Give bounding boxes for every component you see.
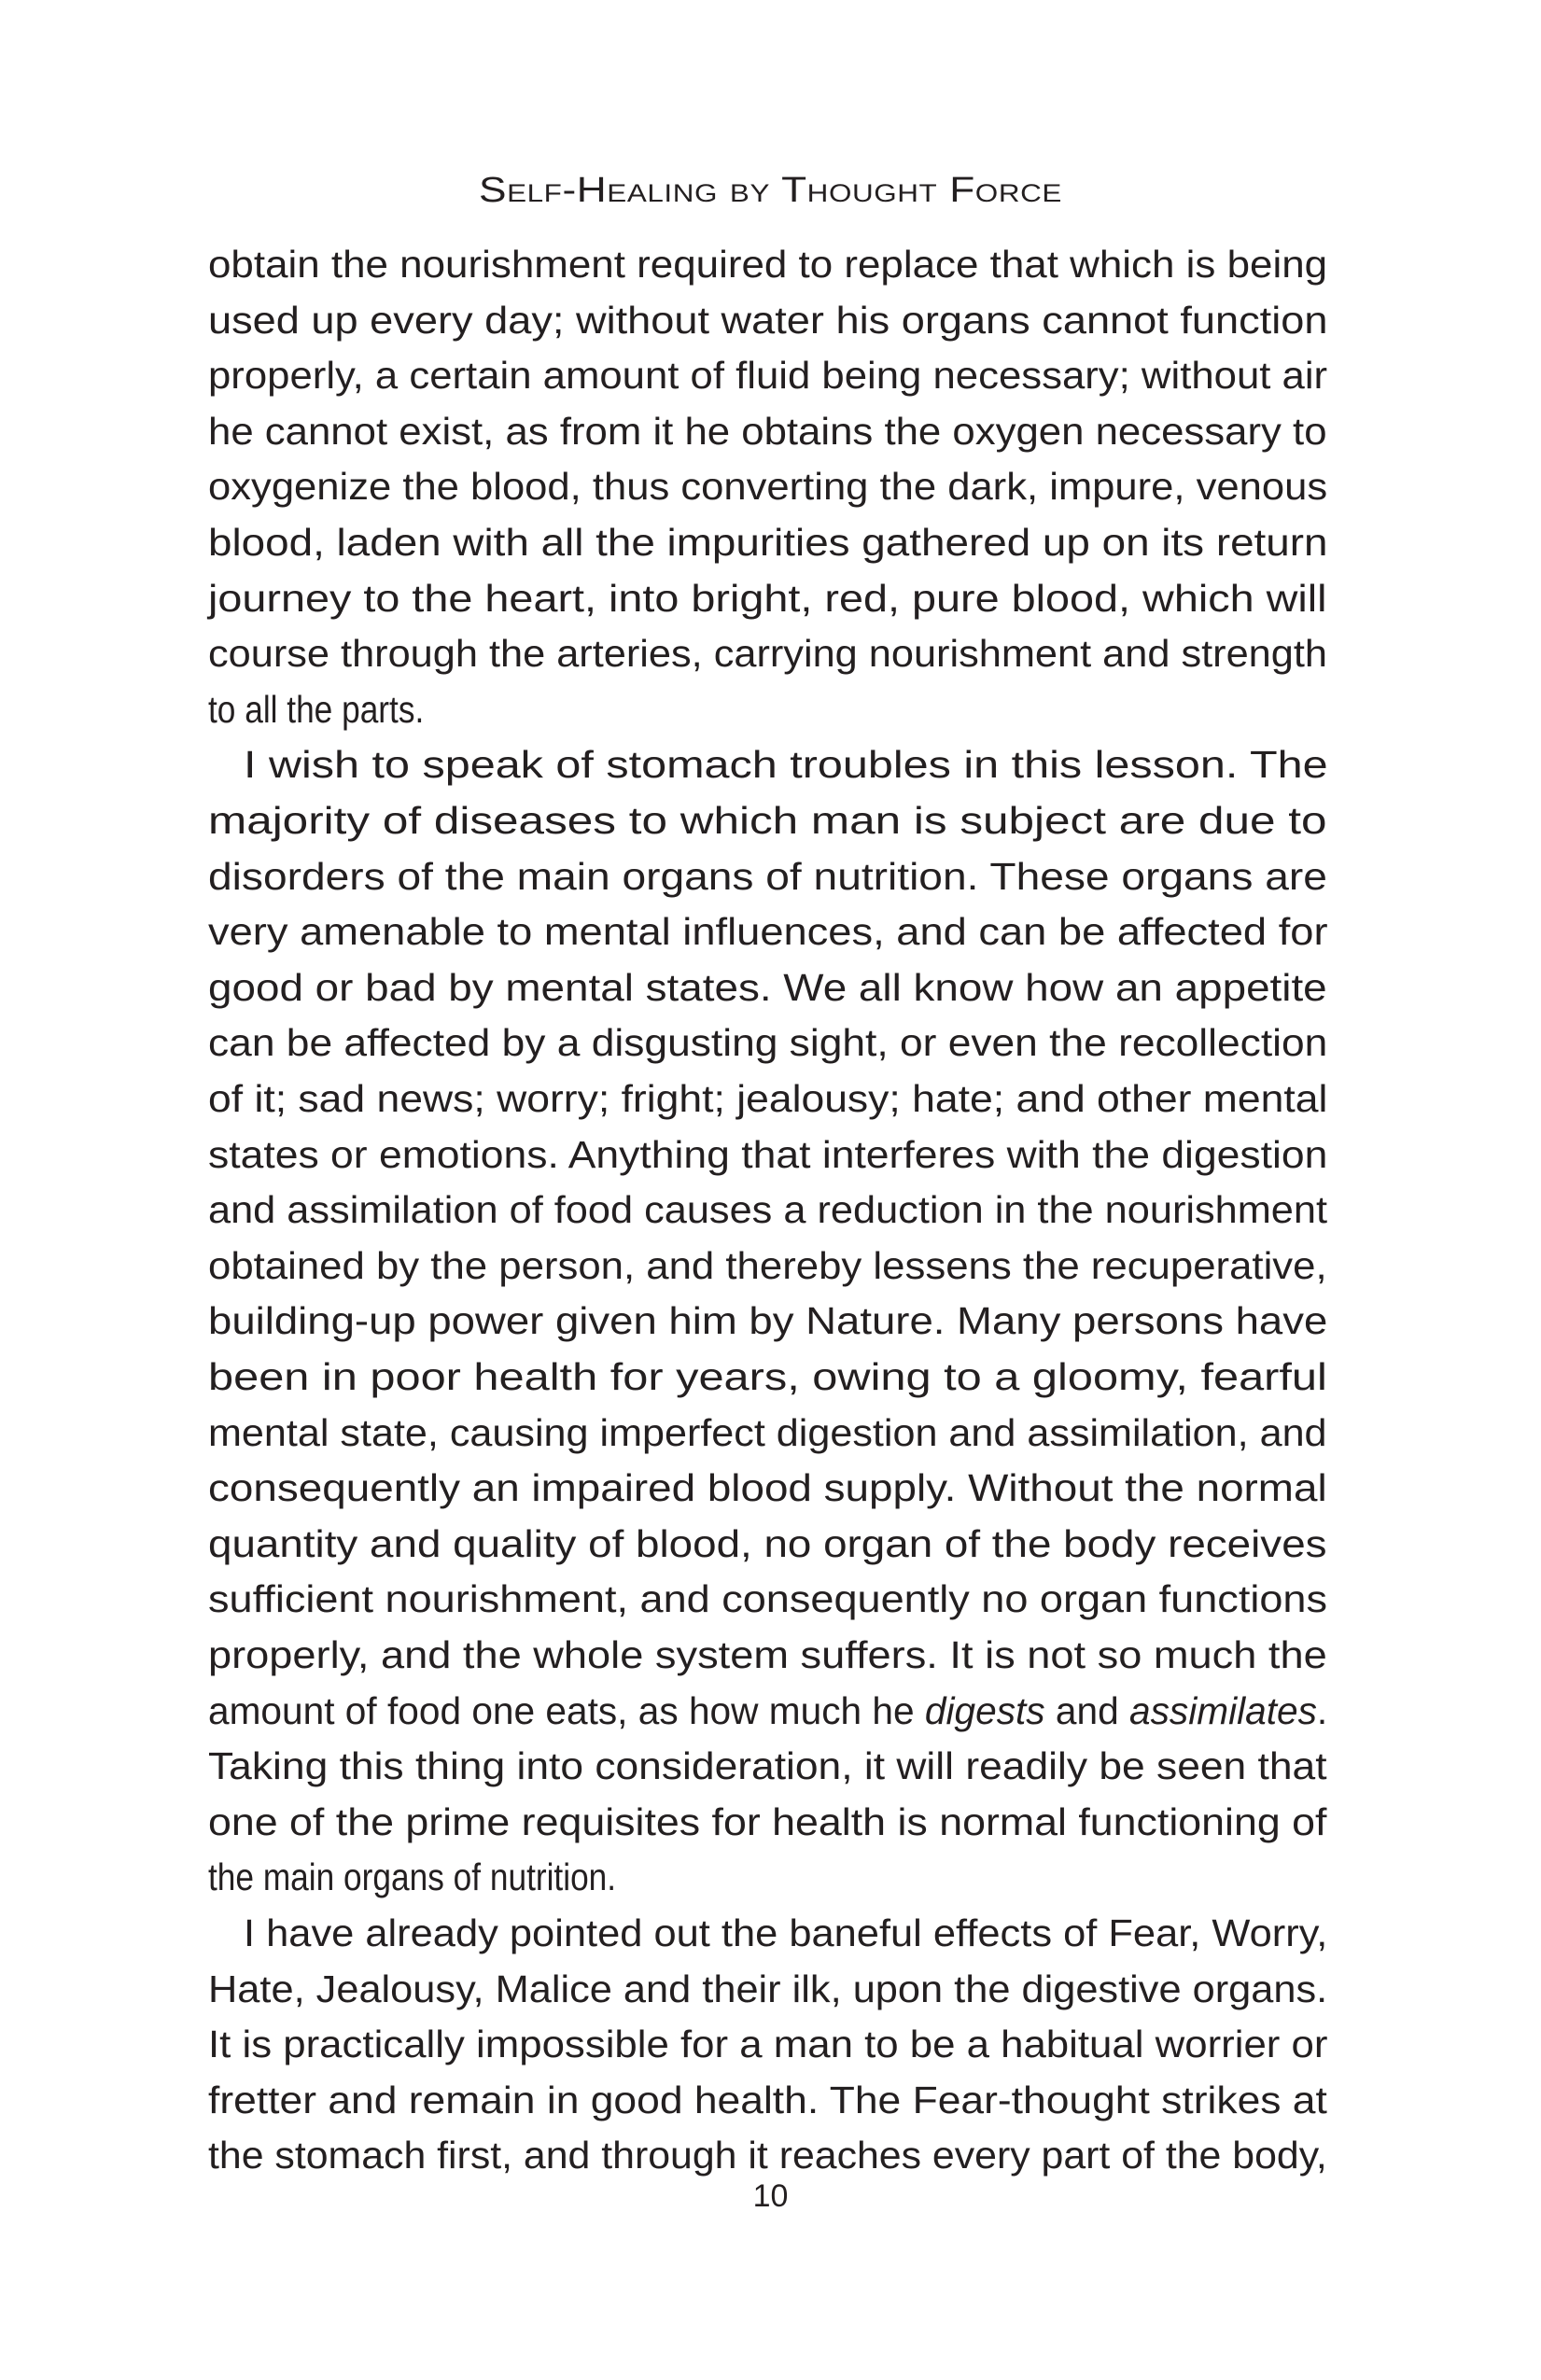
text-segment: consequently an impaired blood supply. Without the normal xyxy=(208,1466,1327,1510)
text-segment: mental state, causing imperfect digestion and assimilation, and xyxy=(208,1410,1327,1454)
text-segment: course through the arteries, carrying nourishment and strength xyxy=(208,632,1327,676)
text-segment: fretter and remain in good health. The Fear-thought strikes at xyxy=(208,2078,1327,2121)
page-number: 10 xyxy=(752,2178,789,2214)
text-segment: majority of diseases to which man is subject are due to xyxy=(208,799,1327,842)
running-head xyxy=(0,170,1541,211)
text-segment: can be affected by a disgusting sight, or even the recollection xyxy=(208,1021,1328,1065)
text-segment: of it; sad news; worry; fright; jealousy; hate; and other mental xyxy=(208,1077,1328,1120)
text-line xyxy=(208,903,1328,959)
text-line xyxy=(208,1516,1327,1572)
text-segment: used up every day; without water his organs cannot function xyxy=(208,298,1328,342)
italic-emphasis: digests xyxy=(924,1688,1045,1732)
text-line xyxy=(244,1905,1327,1961)
text-segment: blood, laden with all the impurities gathered up on its return xyxy=(208,521,1328,564)
running-head-title: Self-Healing by Thought Force xyxy=(479,171,1062,210)
text-line xyxy=(208,1571,1327,1627)
text-line xyxy=(208,1238,1327,1294)
text-line xyxy=(208,848,1327,904)
text-segment: quantity and quality of blood, no organ of the body receives xyxy=(208,1521,1327,1565)
text-segment: he cannot exist, as from it he obtains the oxygen necessary to xyxy=(208,409,1327,453)
text-segment: to all the parts. xyxy=(208,687,425,731)
text-segment: amount of food one eats, as how much he xyxy=(208,1688,925,1732)
text-segment: I have already pointed out the baneful effects of Fear, Worry, xyxy=(244,1911,1328,1954)
text-segment: . xyxy=(1316,1688,1328,1732)
text-line xyxy=(208,1627,1327,1683)
text-segment: the main organs of nutrition. xyxy=(208,1855,617,1899)
text-line xyxy=(208,681,424,737)
text-line xyxy=(208,1127,1327,1183)
text-segment: I wish to speak of stomach troubles in this lesson. The xyxy=(244,743,1328,787)
text-segment: good or bad by mental states. We all know how an appetite xyxy=(208,965,1327,1009)
text-line xyxy=(208,1794,1326,1850)
text-line xyxy=(208,347,1327,403)
text-line xyxy=(208,625,1327,681)
italic-emphasis: assimilates xyxy=(1128,1688,1317,1732)
text-segment: states or emotions. Anything that interferes with the digestion xyxy=(208,1132,1328,1176)
text-line xyxy=(208,1683,1327,1739)
text-segment: and xyxy=(1044,1688,1129,1732)
text-segment: properly, a certain amount of fluid being necessary; without air xyxy=(208,354,1328,398)
text-line xyxy=(208,959,1327,1015)
text-segment: been in poor health for years, owing to a gloomy, fearful xyxy=(208,1355,1327,1398)
text-line xyxy=(208,792,1326,848)
text-line xyxy=(208,2072,1327,2128)
text-segment: building-up power given him by Nature. Many persons have xyxy=(208,1299,1328,1343)
text-segment: It is practically impossible for a man to be a habitual worrier or xyxy=(208,2023,1328,2066)
text-segment: disorders of the main organs of nutrition. These organs are xyxy=(208,854,1327,898)
text-line xyxy=(208,1405,1327,1461)
text-line xyxy=(208,1460,1327,1516)
text-line xyxy=(208,1293,1327,1349)
text-line xyxy=(208,458,1327,514)
text-segment: Hate, Jealousy, Malice and their ilk, upon the digestive organs. xyxy=(208,1967,1328,2010)
text-line xyxy=(208,514,1327,570)
text-segment: one of the prime requisites for health is normal functioning of xyxy=(208,1799,1327,1843)
text-line xyxy=(208,2016,1327,2072)
text-segment: and assimilation of food causes a reduction in the nourishment xyxy=(208,1188,1328,1232)
text-line xyxy=(208,1738,1327,1794)
text-segment: journey to the heart, into bright, red, pure blood, which will xyxy=(208,576,1327,620)
text-segment: properly, and the whole system suffers. It is not so much the xyxy=(208,1633,1327,1676)
text-line xyxy=(208,1349,1327,1405)
text-segment: sufficient nourishment, and consequently no organ functions xyxy=(208,1577,1328,1621)
text-line xyxy=(208,1071,1327,1127)
text-segment: Taking this thing into consideration, it will readily be seen that xyxy=(208,1744,1327,1788)
text-line xyxy=(244,736,1328,792)
text-line xyxy=(208,403,1327,459)
text-segment: obtained by the person, and thereby lessens the recuperative, xyxy=(208,1243,1327,1287)
text-line xyxy=(208,1849,616,1905)
text-segment: the stomach first, and through it reaches every part of the body, xyxy=(208,2134,1327,2177)
text-line xyxy=(208,236,1327,292)
text-segment: very amenable to mental influences, and can be affected for xyxy=(208,910,1328,954)
text-line xyxy=(208,292,1327,348)
text-line xyxy=(208,1961,1327,2017)
text-line xyxy=(208,1015,1327,1071)
text-segment: oxygenize the blood, thus converting the dark, impure, venous xyxy=(208,465,1328,509)
text-line xyxy=(208,1182,1327,1238)
text-line xyxy=(208,2127,1327,2183)
text-line xyxy=(208,570,1327,626)
text-segment: obtain the nourishment required to replace that which is being xyxy=(208,243,1328,286)
